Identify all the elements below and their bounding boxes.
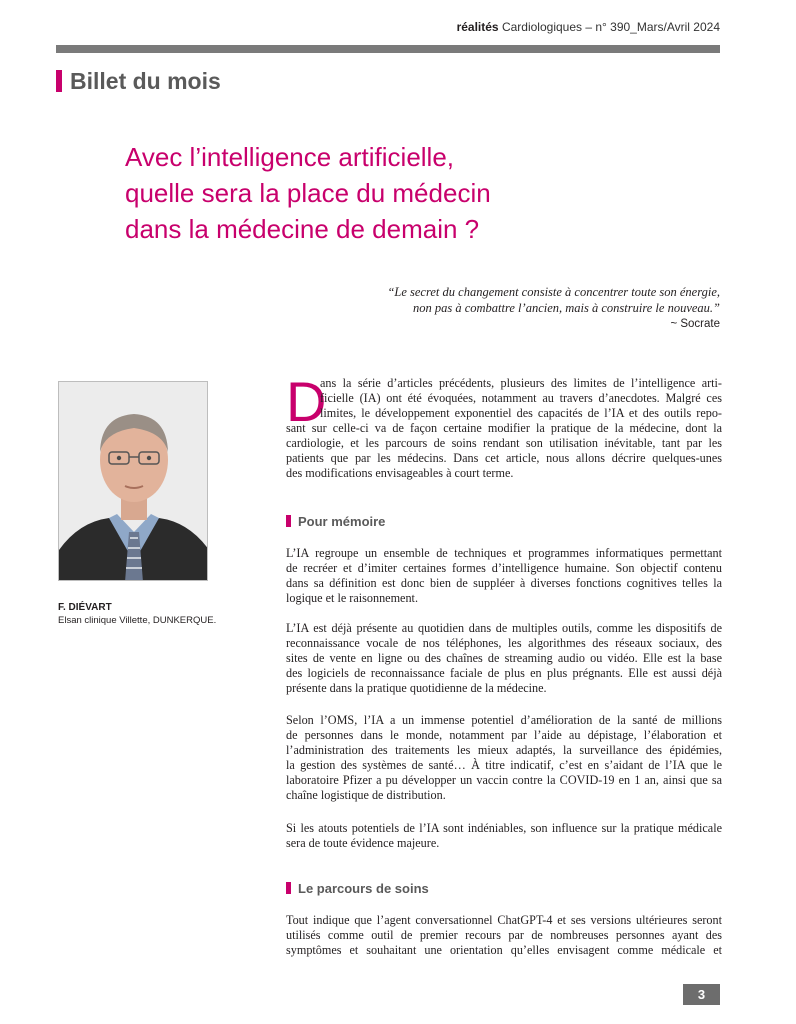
text-line: la gestion des systèmes de santé… À titre indicatif, c’est en s’aidant de l’IA que le (286, 758, 722, 772)
author-photo (58, 381, 208, 581)
text-line: présente dans la pratique quotidienne de la médecine. (286, 681, 547, 695)
text-line: dans sa définition est donc bien de suppléer à diverses fonctions cognitives telles la (286, 576, 722, 590)
text-line: Si les atouts potentiels de l’IA sont indéniables, son influence sur la pratique médicale (286, 821, 722, 835)
section-heading-parcours-de-soins (286, 879, 429, 897)
paragraph (286, 546, 722, 606)
intro-paragraph (286, 370, 722, 481)
text-line: L’IA est déjà présente au quotidien dans de multiples outils, comme les dispositifs de (286, 621, 722, 635)
epigraph (200, 284, 720, 332)
text-line: Selon l’OMS, l’IA a un immense potentiel d’amélioration de la santé de millions (286, 713, 722, 727)
header-rule (56, 45, 720, 53)
title-line: quelle sera la place du médecin (125, 178, 491, 208)
text-line: patients que par les médecins. Dans cet article, nous allons décrire quelques-unes (286, 451, 722, 465)
text-line: ficielle (IA) ont été évoquées, notamment au travers d’anecdotes. Malgré ces (320, 391, 722, 405)
text-line: laboratoire Pfizer a pu développer un vaccin contre la COVID-19 en 1 an, ainsi que sa (286, 773, 722, 787)
text-line: cardiologie, et les parcours de soins rendant son utilisation inévitable, tant par les (286, 436, 722, 450)
paragraph (286, 621, 722, 696)
text-line: l’administration des traitements les mieux adaptés, la surveillance des épidémies, (286, 743, 722, 757)
page-number: 3 (683, 984, 720, 1005)
title-line: Avec l’intelligence artificielle, (125, 142, 455, 172)
text-line: Tout indique que l’agent conversationnel ChatGPT-4 et ses versions ultérieures seront (286, 913, 722, 927)
text-line: des logiciels de reconnaissance faciale de plus en plus prégnants. Elle est aussi déjà (286, 666, 722, 680)
section-heading-pour-memoire (286, 512, 385, 530)
text-line: L’IA regroupe un ensemble de techniques et programmes informatiques permettant (286, 546, 722, 560)
rubric-marker (56, 70, 62, 92)
text-line: de personnes dans le monde, notamment par l’aide au dépistage, l’élaboration et (286, 728, 722, 742)
article-title (125, 139, 725, 247)
paragraph (286, 713, 722, 803)
text-line: sera de toute évidence majeure. (286, 836, 440, 850)
text-line: sant sur celle-ci va de façon certaine modifier la pratique de la médecine, dont la (286, 421, 722, 435)
paragraph (286, 821, 722, 851)
text-line: limites, le développement exponentiel des capacités de l’IA et des outils repo- (320, 406, 722, 420)
text-line: sites de vente en ligne ou des chaînes de streaming audio ou vidéo. Elle est la base (286, 651, 722, 665)
author-affiliation: Elsan clinique Villette, DUNKERQUE. (58, 615, 217, 626)
text-line: logique et le raisonnement. (286, 591, 418, 605)
title-line: dans la médecine de demain ? (125, 214, 480, 244)
journal-issue: Cardiologiques – n° 390_Mars/Avril 2024 (501, 20, 720, 34)
section-marker (286, 515, 291, 527)
text-line: utilisés comme outil de premier recours par de nombreuses personnes ayant des (286, 928, 722, 942)
dropcap: D (286, 370, 327, 433)
epigraph-line: “Le secret du changement consiste à concentrer toute son énergie, (387, 285, 720, 299)
text-line: symptômes et souhaitant une orientation qu’elles envisagent comme médicale et (286, 943, 722, 957)
text-line: ans la série d’articles précédents, plusieurs des limites de l’intelligence arti- (320, 376, 722, 390)
author-name: F. DIÉVART (58, 602, 112, 613)
paragraph (286, 913, 722, 958)
section-marker (286, 882, 291, 894)
epigraph-line: non pas à combattre l’ancien, mais à construire le nouveau.” (412, 301, 720, 315)
text-line: chaîne logistique de distribution. (286, 788, 446, 802)
text-line: reconnaissance vocale de nos téléphones, les algorithmes des réseaux sociaux, des (286, 636, 722, 650)
section-heading-label: Pour mémoire (298, 513, 386, 529)
rubric (56, 67, 221, 95)
running-header (457, 20, 720, 34)
author-photo-illustration (59, 382, 208, 581)
text-line: des modifications envisageables à court terme. (286, 466, 514, 480)
epigraph-author: ~ Socrate (670, 318, 720, 330)
section-heading-label: Le parcours de soins (298, 880, 429, 896)
journal-brand: réalités (456, 20, 499, 34)
text-line: de recréer et d’imiter certaines formes d’intelligence humaine. Son objectif contenu (286, 561, 722, 575)
rubric-label: Billet du mois (70, 67, 221, 94)
